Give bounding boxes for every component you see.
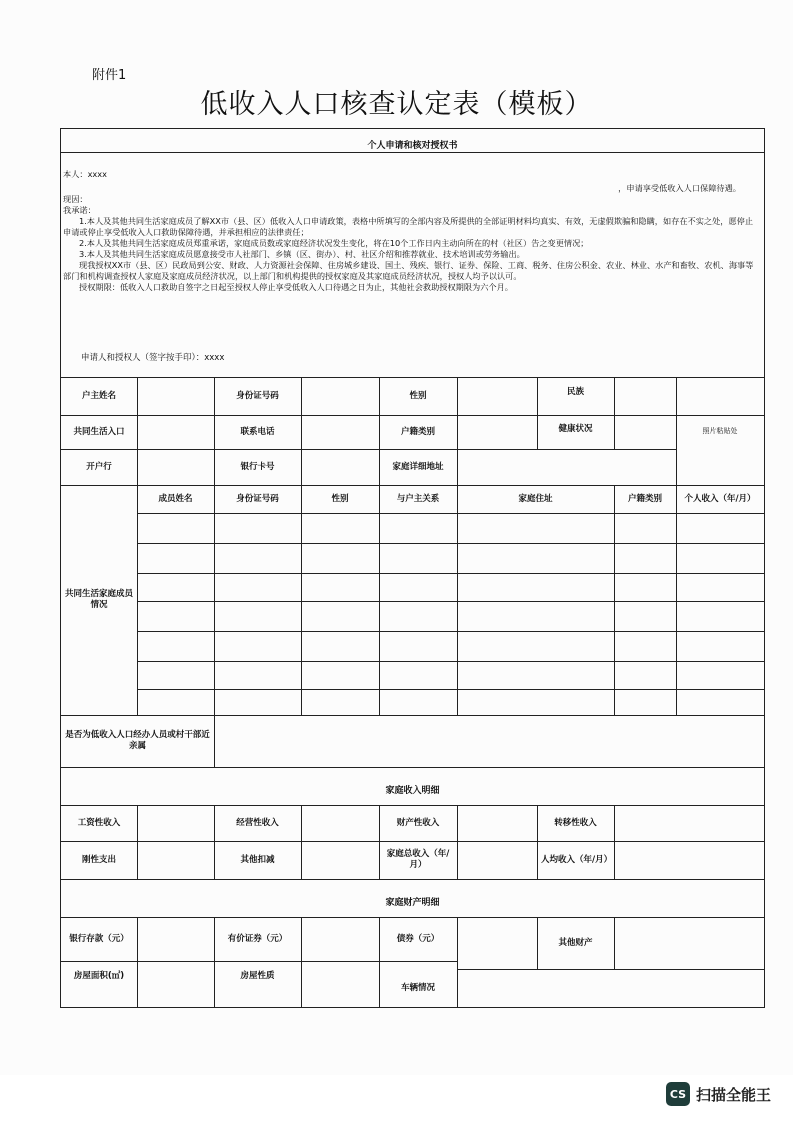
divider	[457, 969, 764, 970]
bank-card-label: 银行卡号	[240, 461, 275, 472]
house-nature-label: 房屋性质	[240, 970, 275, 981]
cohabitants-label: 共同生活入口	[73, 426, 125, 437]
members-header-name: 成员姓名	[158, 493, 193, 504]
grid-line	[457, 485, 458, 715]
grid-line	[301, 917, 302, 1007]
apply-line: ，申请享受低收入人口保障待遇。	[618, 183, 741, 193]
householder-label: 户主姓名	[81, 390, 116, 401]
divider	[61, 152, 764, 153]
form-table	[60, 128, 765, 1008]
property-income-label: 财产性收入	[396, 817, 440, 828]
members-header-address: 家庭住址	[518, 493, 553, 504]
grid-line	[301, 377, 302, 485]
grid-line	[214, 485, 215, 715]
signature-line: 申请人和授权人（签字按手印）：xxxx	[81, 352, 225, 363]
grid-line	[614, 805, 615, 879]
assets-heading: 家庭财产明细	[385, 898, 440, 908]
members-label: 共同生活家庭成员情况	[64, 589, 133, 610]
promise-line: 我承诺：	[63, 205, 96, 215]
transfer-income-label: 转移性收入	[554, 817, 597, 828]
house-area-label: 房屋面积(㎡)	[73, 970, 125, 981]
bonds-label: 债券（元）	[396, 933, 440, 944]
total-income-label: 家庭总收入（年/月）	[386, 849, 450, 870]
members-header-hukou: 户籍类别	[627, 493, 662, 504]
grid-line	[614, 377, 615, 449]
wage-income-label: 工资性收入	[77, 817, 121, 828]
divider	[137, 689, 764, 690]
grid-line	[137, 485, 138, 715]
ethnicity-label: 民族	[566, 386, 584, 397]
address-label: 家庭详细地址	[392, 461, 444, 472]
gender-label: 性别	[409, 390, 427, 401]
hukou-type-label: 户籍类别	[400, 426, 435, 437]
grid-line	[614, 917, 615, 969]
other-deduction-label: 其他扣减	[240, 854, 275, 865]
photo-placeholder: 照片粘贴处	[702, 426, 738, 435]
form-title: 低收入人口核查认定表（模板）	[200, 89, 593, 120]
attachment-label: 附件1	[92, 68, 127, 83]
divider	[61, 449, 676, 450]
authorization-heading: 个人申请和核对授权书	[367, 141, 458, 151]
scanner-app-name: 扫描全能王	[695, 1085, 771, 1104]
reason-line: 现因：	[63, 194, 88, 204]
divider	[137, 631, 764, 632]
business-income-label: 经营性收入	[236, 817, 279, 828]
grid-line	[676, 485, 677, 715]
per-capita-income-label: 人均收入（年/月）	[541, 854, 613, 865]
grid-line	[614, 485, 615, 715]
members-header-relation: 与户主关系	[396, 493, 440, 504]
members-header-id: 身份证号码	[236, 493, 279, 504]
divider	[137, 513, 764, 514]
grid-line	[457, 917, 458, 1007]
divider	[137, 543, 764, 544]
grid-line	[301, 805, 302, 879]
bank-deposit-label: 银行存款（元）	[69, 933, 129, 944]
vehicle-label: 车辆情况	[400, 982, 435, 993]
promise-item-1: 1.本人及其他共同生活家庭成员了解XX市（县、区）低收入人口申请政策，表格中所填写的全部内容及所提供的全部证明材料均真实、有效，无虚假欺骗和隐瞒，如存在不实之处，愿停止申请或停止享受低收入人口救助保障待遇，并承担相应的法律责任；	[63, 216, 754, 237]
grid-line	[137, 805, 138, 879]
promise-item-3: 3.本人及其他共同生活家庭成员愿意接受市人社部门、乡镇（区、街办）、村、社区介绍和推荐就业、技术培训或劳务输出。	[79, 249, 525, 259]
authorization-period: 授权期限：低收入人口救助自签字之日起至授权人停止享受低收入人口待遇之日为止，其他社会救助授权期限为六个月。	[79, 282, 513, 292]
bank-label: 开户行	[86, 461, 112, 472]
divider	[61, 879, 764, 880]
grid-line	[379, 449, 380, 485]
other-property-label: 其他财产	[558, 937, 593, 948]
divider	[137, 601, 764, 602]
phone-label: 联系电话	[240, 426, 275, 437]
promise-item-2: 2.本人及其他共同生活家庭成员郑重承诺，家庭成员数或家庭经济状况发生变化，将在10个工作日内主动向所在的村（社区）告之变更情况；	[79, 238, 589, 248]
grid-line	[137, 917, 138, 1007]
authorization-text	[63, 169, 761, 293]
authorization-item: 现我授权XX市（县、区）民政局到公安、财政、人力资源社会保障、住房城乡建设、国土、残疾、银行、证券、保险、工商、税务、住房公积金、农业、林业、水产和畜牧、农机、海事等部门和机构调查授权人家庭及家庭成员经济状况，以上部门和机构提供的授权家庭及其家庭成员经济状况，授权人均予以认可。	[63, 260, 754, 281]
health-label: 健康状况	[558, 423, 593, 434]
grid-line	[457, 805, 458, 879]
grid-line	[214, 715, 215, 767]
divider	[137, 661, 764, 662]
members-header-income: 个人收入（年/月）	[684, 493, 756, 504]
grid-line	[379, 485, 380, 715]
grid-line	[137, 377, 138, 485]
securities-label: 有价证券（元）	[227, 933, 288, 944]
divider	[61, 767, 764, 768]
income-heading: 家庭收入明细	[385, 786, 440, 796]
grid-line	[457, 377, 458, 449]
id-number-label: 身份证号码	[236, 390, 279, 401]
scanner-watermark	[666, 1082, 771, 1106]
grid-line	[457, 449, 458, 485]
divider	[137, 573, 764, 574]
camscanner-logo-icon: CS	[666, 1082, 690, 1106]
rigid-expense-label: 刚性支出	[81, 854, 116, 865]
relation-label: 是否为低收入人口经办人员或村干部近亲属	[65, 730, 210, 751]
members-header-gender: 性别	[331, 493, 349, 504]
grid-line	[301, 485, 302, 715]
applicant-name-line: 本人：xxxx	[63, 169, 107, 179]
divider	[379, 1007, 457, 1008]
